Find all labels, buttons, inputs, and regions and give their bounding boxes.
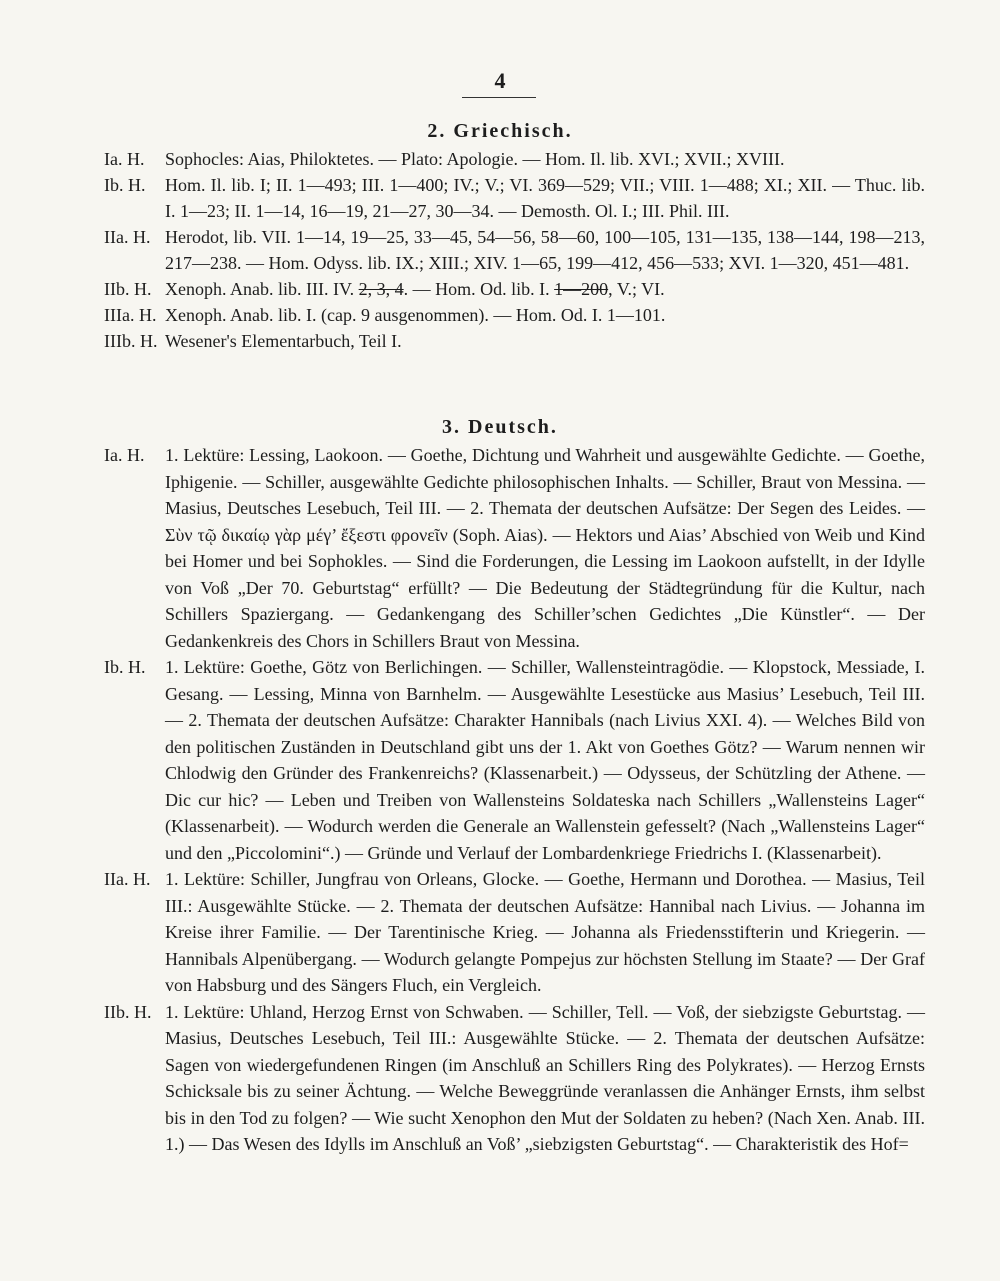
struck-text: 2, 3, 4 xyxy=(358,279,404,299)
greek-entry-iib xyxy=(0,276,1000,302)
greek-entry-iiia xyxy=(0,302,1000,328)
entry-text: Wesener's Elementarbuch, Teil I. xyxy=(165,331,402,351)
class-label: Ia. H. xyxy=(104,149,145,169)
entry-text-part: . — Hom. Od. lib. I. xyxy=(403,279,550,299)
page-number-rule xyxy=(462,97,536,98)
german-entry-iia xyxy=(0,866,1000,999)
greek-entry-ib xyxy=(0,172,1000,224)
page-number: 4 xyxy=(494,68,506,93)
entry-text: Hom. Il. lib. I; II. 1—493; III. 1—400; IV.; V.; VI. 369—529; VII.; VIII. 1—488; XI.; XII. — Thuc. lib. I. 1—23; II. 1—14, 16—19, 21—27, 30—34. — Demosth. Ol. I.; III. Phil. III. xyxy=(165,175,925,221)
entry-text: Sophocles: Aias, Philoktetes. — Plato: Apologie. — Hom. Il. lib. XVI.; XVII.; XVIII. xyxy=(165,149,785,169)
section-heading-greek: 2. Griechisch. xyxy=(427,120,573,142)
entry-text: 1. Lektüre: Schiller, Jungfrau von Orleans, Glocke. — Goethe, Hermann und Dorothea. — Masius, Teil III.: Ausgewählte Stücke. — 2. Themata der deutschen Aufsätze: Hannibal nach Livius. — Johanna im Kreise ihrer Familie. — Der Tarentinische Krieg. — Johanna als Friedensstifterin und Kriegerin. — Hannibals Alpenübergang. — Wodurch gelangte Pompejus zur höchsten Stellung im Staate? — Der Graf von Habsburg und des Sängers Fluch, ein Vergleich. xyxy=(165,869,925,995)
class-label: Ib. H. xyxy=(104,657,146,677)
class-label: IIa. H. xyxy=(104,227,151,247)
german-entry-ib xyxy=(0,654,1000,866)
german-entries xyxy=(0,442,1000,1158)
class-label: IIIa. H. xyxy=(104,305,157,325)
struck-text: 1—200 xyxy=(554,279,609,299)
greek-entry-ia xyxy=(0,146,1000,172)
entry-text-part: Xenoph. Anab. lib. III. IV. xyxy=(165,279,355,299)
entry-text-part: , V.; VI. xyxy=(608,279,665,299)
entry-text: 1. Lektüre: Goethe, Götz von Berlichingen. — Schiller, Wallensteintragödie. — Klopstock, Messiade, I. Gesang. — Lessing, Minna von Barnhelm. — Ausgewählte Lesestücke aus Masius’ Lesebuch, Teil III. — 2. Themata der deutschen Aufsätze: Charakter Hannibals (nach Livius XXI. 4). — Welches Bild von den politischen Zuständen in Deutschland gibt uns der 1. Akt von Goethes Götz? — Warum nennen wir Chlodwig den Gründer des Frankenreichs? (Klassenarbeit.) — Odysseus, der Schützling der Athene. — Dic cur hic? — Leben und Treiben von Wallensteins Soldateska nach Schillers „Wallensteins Lager“ (Klassenarbeit). — Wodurch werden die Generale an Wallenstein gefesselt? (Nach „Wallensteins Lager“ und den „Piccolomini“.) — Gründe und Verlauf der Lombardenkriege Friedrichs I. (Klassenarbeit). xyxy=(165,657,925,863)
entry-text: Xenoph. Anab. lib. I. (cap. 9 ausgenommen). — Hom. Od. I. 1—101. xyxy=(165,305,666,325)
class-label: IIa. H. xyxy=(104,869,151,889)
entry-text xyxy=(165,276,925,302)
class-label: Ia. H. xyxy=(104,445,145,465)
class-label: Ib. H. xyxy=(104,175,146,195)
entry-text: 1. Lektüre: Lessing, Laokoon. — Goethe, Dichtung und Wahrheit und ausgewählte Gedichte. — Goethe, Iphigenie. — Schiller, ausgewählte Gedichte philosophischen Inhalts. — Schiller, Braut von Messina. — Masius, Deutsches Lesebuch, Teil III. — 2. Themata der deutschen Aufsätze: Der Segen des Leides. — Σὺν τῷ δικαίῳ γὰρ μέγ’ ἔξεστι φρονεῖν (Soph. Aias). — Hektors und Aias’ Abschied von Weib und Kind bei Homer und bei Sophokles. — Sind die Forderungen, die Lessing im Laokoon aufstellt, in der Idylle von Voß „Der 70. Geburtstag“ erfüllt? — Die Bedeutung der Städtegründung für die Kultur, nach Schillers Spaziergang. — Gedankengang des Schiller’schen Gedichtes „Die Künstler“. — Der Gedankenkreis des Chors in Schillers Braut von Messina. xyxy=(165,445,925,651)
class-label: IIb. H. xyxy=(104,279,152,299)
german-entry-iib xyxy=(0,999,1000,1158)
greek-entry-iiib xyxy=(0,328,1000,354)
entry-text: Herodot, lib. VII. 1—14, 19—25, 33—45, 54—56, 58—60, 100—105, 131—135, 138—144, 198—213, 217—238. — Hom. Odyss. lib. IX.; XIII.; XIV. 1—65, 199—412, 456—533; XVI. 1—320, 451—481. xyxy=(165,227,925,273)
german-entry-ia xyxy=(0,442,1000,654)
greek-entry-iia xyxy=(0,224,1000,276)
class-label: IIIb. H. xyxy=(104,331,158,351)
class-label: IIb. H. xyxy=(104,1001,152,1022)
entry-text: 1. Lektüre: Uhland, Herzog Ernst von Schwaben. — Schiller, Tell. — Voß, der siebzigste Geburtstag. — Masius, Deutsches Lesebuch, Teil III.: Ausgewählte Stücke. — 2. Themata der deutschen Aufsätze: Sagen von wiedergefundenen Ringen (im Anschluß an Schillers Ring des Polykrates). — Herzog Ernsts Schicksale bis zu seiner Ächtung. — Welche Beweggründe veranlassen die Anhänger Ernsts, ihm selbst bis in den Tod zu folgen? — Wie sucht Xenophon den Mut der Soldaten zu heben? (Nach Xen. Anab. III. 1.) — Das Wesen des Idylls im Anschluß an Voß’ „siebzigsten Geburtstag“. — Charakteristik des Hof= xyxy=(165,1001,925,1154)
greek-entries xyxy=(0,146,1000,354)
section-heading-german: 3. Deutsch. xyxy=(442,416,558,438)
